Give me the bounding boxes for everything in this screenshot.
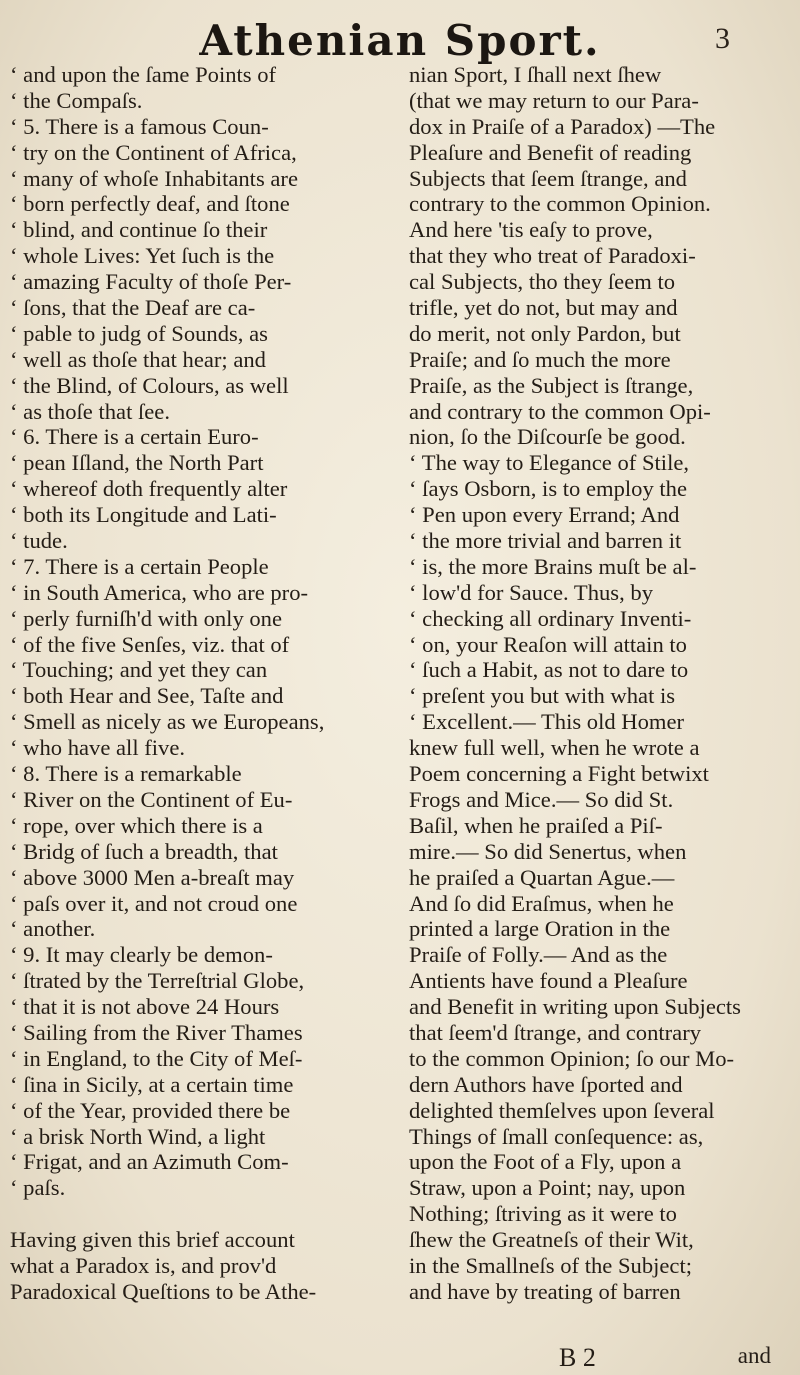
text-line: (that we may return to our Para- [409, 87, 699, 113]
text-line: ‘ low'd for Sauce. Thus, by [409, 579, 653, 605]
text-line: Straw, upon a Point; nay, upon [409, 1175, 686, 1201]
text-line: ‘ pean Iſland, the North Part [10, 450, 264, 476]
text-line: ‘ in South America, who are pro- [10, 579, 309, 605]
text-line: ‘ tude. [10, 528, 68, 554]
text-line: delighted themſelves upon ſeveral [409, 1097, 715, 1123]
text-line: he praiſed a Quartan Ague.— [409, 864, 675, 890]
text-line: ‘ 9. It may clearly be demon- [10, 942, 273, 968]
signature-mark: B 2 [559, 1343, 596, 1372]
text-line: Having given this brief account [10, 1227, 295, 1253]
text-line: ‘ ſuch a Habit, as not to dare to [409, 657, 689, 683]
text-line: that they who treat of Paradoxi- [409, 243, 696, 269]
text-line: ‘ who have all five. [10, 735, 186, 761]
text-line: ‘ paſs. [10, 1175, 66, 1201]
text-line: ‘ born perfectly deaf, and ſtone [10, 191, 290, 217]
text-line: ‘ a brisk North Wind, a light [10, 1123, 266, 1149]
text-line: ‘ Smell as nicely as we Europeans, [10, 709, 325, 735]
left-column [10, 62, 403, 1342]
text-line: ‘ well as thoſe that hear; and [10, 346, 266, 372]
page-header [0, 8, 800, 66]
text-line: ‘ whole Lives: Yet ſuch is the [10, 243, 275, 269]
text-line: And here 'tis eaſy to prove, [409, 217, 653, 243]
text-line: ‘ 8. There is a remarkable [10, 761, 242, 787]
text-line: and have by treating of barren [409, 1278, 681, 1304]
text-line: ‘ Sailing from the River Thames [10, 1019, 303, 1045]
text-line: upon the Foot of a Fly, upon a [409, 1149, 682, 1175]
text-line: ‘ as thoſe that ſee. [10, 398, 170, 424]
text-line: ‘ The way to Elegance of Stile, [409, 450, 690, 476]
text-line: Poem concerning a Fight betwixt [409, 761, 709, 787]
text-line: what a Paradox is, and prov'd [10, 1252, 277, 1278]
text-line: contrary to the common Opinion. [409, 191, 711, 217]
text-line: and Benefit in writing upon Subjects [409, 994, 741, 1020]
text-line: ‘ preſent you but with what is [409, 683, 676, 709]
text-line: nian Sport, I ſhall next ſhew [409, 62, 662, 87]
text-line: ‘ paſs over it, and not croud one [10, 890, 298, 916]
text-line: ‘ Excellent.— This old Homer [409, 709, 685, 735]
text-line [10, 1201, 403, 1227]
text-line: ‘ the Blind, of Colours, as well [10, 372, 289, 398]
text-line: do merit, not only Pardon, but [409, 320, 681, 346]
text-line: ‘ in England, to the City of Meſ- [10, 1045, 303, 1071]
text-line: ‘ try on the Continent of Africa, [10, 139, 297, 165]
text-line: ‘ Touching; and yet they can [10, 657, 268, 683]
text-line: Praiſe; and ſo much the more [409, 346, 671, 372]
text-line: cal Subjects, tho they ſeem to [409, 269, 676, 295]
text-line: ‘ 7. There is a certain People [10, 553, 269, 579]
text-line: ‘ and upon the ſame Points of [10, 62, 277, 87]
text-line: ‘ another. [10, 916, 96, 942]
text-line: Paradoxical Queſtions to be Athe- [10, 1278, 317, 1304]
text-line: ‘ the Compaſs. [10, 87, 143, 113]
text-line: Things of ſmall conſequence: as, [409, 1123, 704, 1149]
text-line: ‘ on, your Reaſon will attain to [409, 631, 687, 657]
text-line: And ſo did Eraſmus, when he [409, 890, 674, 916]
text-line: ‘ River on the Continent of Eu- [10, 786, 293, 812]
text-line: ‘ pable to judg of Sounds, as [10, 320, 268, 346]
text-line: ‘ Pen upon every Errand; And [409, 502, 680, 528]
text-line: ‘ ſtrated by the Terreſtrial Globe, [10, 968, 305, 994]
text-line: ‘ ſays Osborn, is to employ the [409, 476, 687, 502]
text-line: ‘ 5. There is a famous Coun- [10, 113, 269, 139]
text-line: Praiſe of Folly.— And as the [409, 942, 668, 968]
text-line: ‘ both Hear and See, Taſte and [10, 683, 284, 709]
text-line: ‘ of the five Senſes, viz. that of [10, 631, 290, 657]
text-line: that ſeem'd ſtrange, and contrary [409, 1019, 702, 1045]
text-line: mire.— So did Senertus, when [409, 838, 687, 864]
text-line: and contrary to the common Opi- [409, 398, 711, 424]
text-line: ‘ above 3000 Men a-breaſt may [10, 864, 295, 890]
text-line: Baſil, when he praiſed a Piſ- [409, 812, 663, 838]
text-line: nion, ſo the Diſcourſe be good. [409, 424, 686, 450]
text-line: ‘ 6. There is a certain Euro- [10, 424, 259, 450]
text-line: printed a large Oration in the [409, 916, 671, 942]
text-line: ‘ blind, and continue ſo their [10, 217, 268, 243]
text-line: ‘ amazing Faculty of thoſe Per- [10, 269, 292, 295]
page-number: 3 [715, 22, 730, 55]
text-line: ‘ ſina in Sicily, at a certain time [10, 1071, 294, 1097]
text-line: ‘ whereof doth frequently alter [10, 476, 288, 502]
text-line: Nothing; ſtriving as it were to [409, 1201, 677, 1227]
right-column [409, 62, 791, 1342]
text-line: Praiſe, as the Subject is ſtrange, [409, 372, 694, 398]
text-line: Antients have found a Pleaſure [409, 968, 688, 994]
page-footer [409, 1343, 791, 1371]
text-line: Pleaſure and Benefit of reading [409, 139, 692, 165]
text-line: ‘ Bridg of ſuch a breadth, that [10, 838, 278, 864]
text-line: Subjects that ſeem ſtrange, and [409, 165, 687, 191]
text-line: Frogs and Mice.— So did St. [409, 786, 674, 812]
text-line: ‘ rope, over which there is a [10, 812, 263, 838]
text-line: ‘ ſons, that the Deaf are ca- [10, 295, 256, 321]
text-line: ‘ both its Longitude and Lati- [10, 502, 277, 528]
catchword: and [737, 1343, 771, 1368]
text-line: to the common Opinion; ſo our Mo- [409, 1045, 735, 1071]
text-line: ſhew the Greatneſs of their Wit, [409, 1227, 694, 1253]
text-line: ‘ many of whoſe Inhabitants are [10, 165, 298, 191]
text-line: knew full well, when he wrote a [409, 735, 700, 761]
text-line: ‘ Frigat, and an Azimuth Com- [10, 1149, 289, 1175]
text-line: ‘ checking all ordinary Inventi- [409, 605, 692, 631]
text-line: ‘ that it is not above 24 Hours [10, 994, 280, 1020]
text-line: dox in Praiſe of a Paradox) —The [409, 113, 716, 139]
text-line: dern Authors have ſported and [409, 1071, 683, 1097]
text-line: ‘ perly furniſh'd with only one [10, 605, 283, 631]
text-line: ‘ is, the more Brains muſt be al- [409, 553, 697, 579]
text-line: trifle, yet do not, but may and [409, 295, 678, 321]
running-head: Athenian Sport. [199, 16, 601, 65]
text-line: ‘ of the Year, provided there be [10, 1097, 291, 1123]
text-line: ‘ the more trivial and barren it [409, 528, 682, 554]
text-line: in the Smallneſs of the Subject; [409, 1252, 693, 1278]
